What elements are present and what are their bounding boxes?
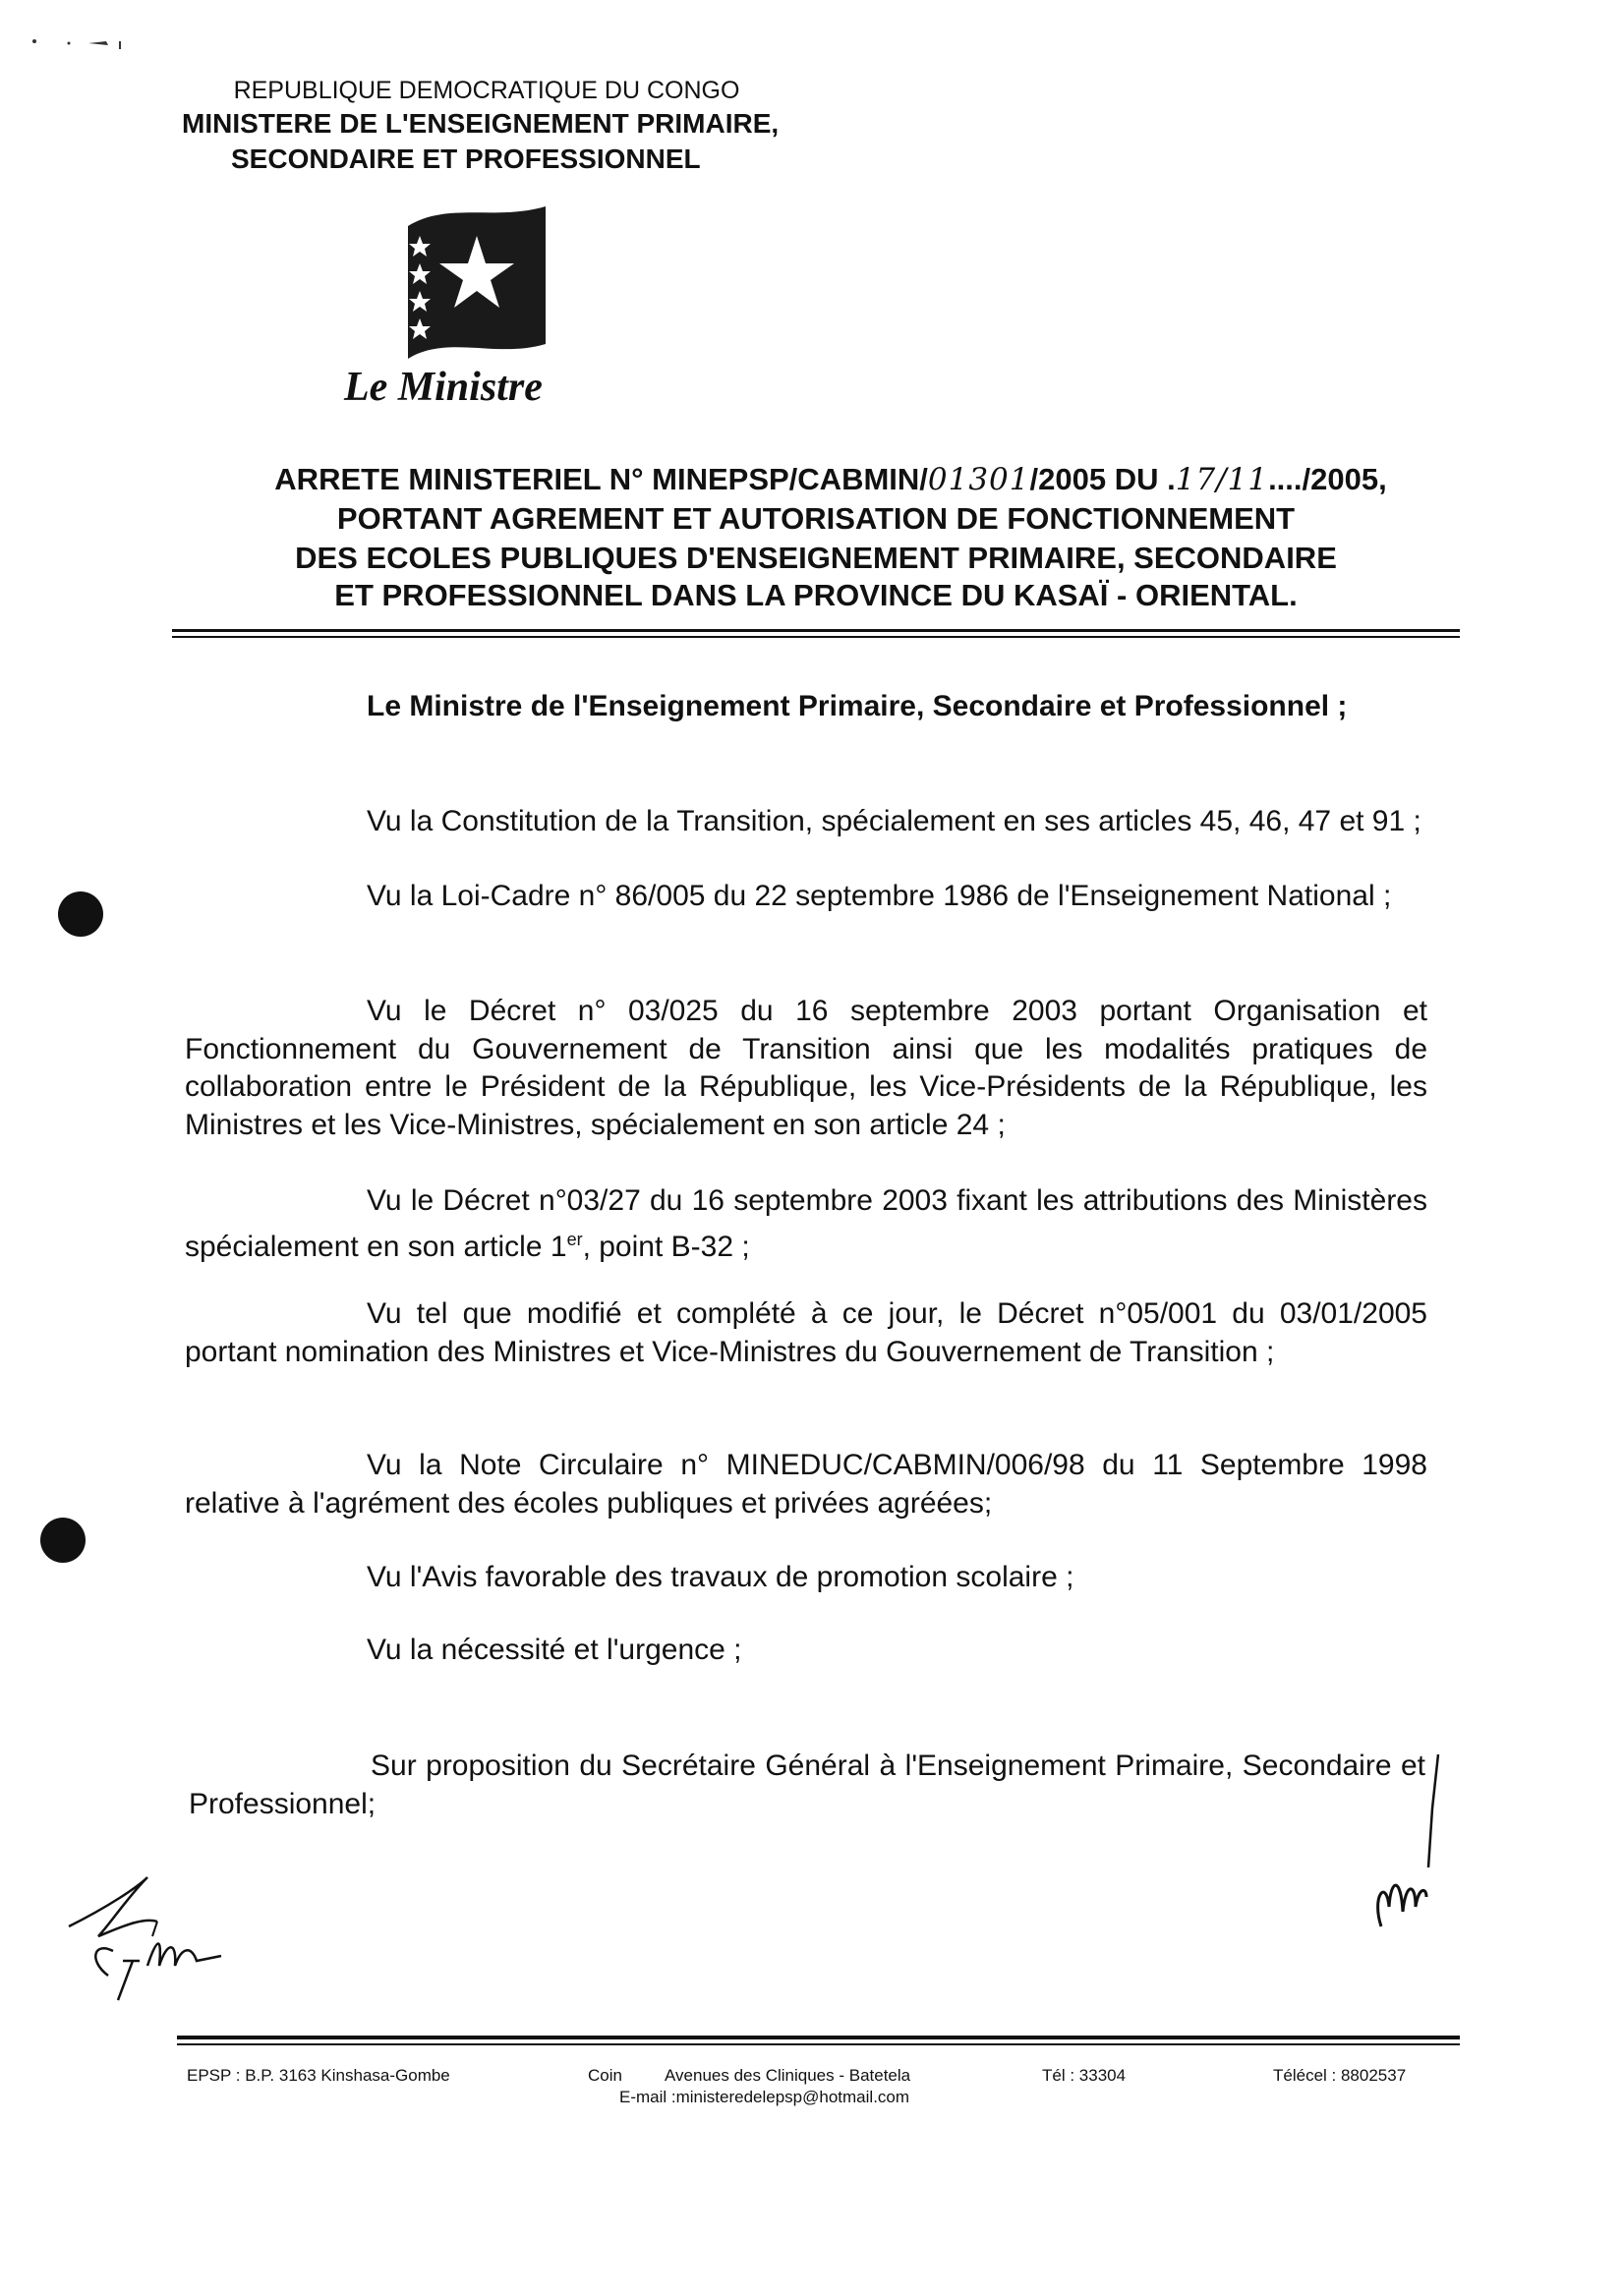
title-divider-thin — [172, 636, 1460, 638]
decree-year-suffix: ..../2005, — [1268, 462, 1387, 496]
footer-address: Avenues des Cliniques - Batetela — [665, 2066, 911, 2085]
footer-telecel: Télécel : 8802537 — [1273, 2066, 1407, 2085]
footer-divider-thin — [177, 2043, 1460, 2045]
punch-hole-icon — [58, 891, 103, 937]
decree-number-prefix: ARRETE MINISTERIEL N° MINEPSP/CABMIN/ — [274, 462, 928, 496]
signatory-title: Le Ministre — [344, 365, 543, 410]
handwritten-decree-date: 17/11 — [1175, 462, 1269, 497]
footer-telephone: Tél : 33304 — [1042, 2066, 1127, 2085]
intro-paragraph: Le Ministre de l'Enseignement Primaire, Secondaire et Professionnel ; — [367, 690, 1348, 722]
vu-decret-027 — [185, 1182, 1427, 1266]
vu-constitution: Vu la Constitution de la Transition, spécialement en ses articles 45, 46, 47 et 91 ; — [367, 805, 1421, 837]
scan-mark-icon — [29, 29, 147, 59]
footer-email: E-mail :ministeredelepsp@hotmail.com — [619, 2088, 910, 2106]
ministry-name-line1: MINISTERE DE L'ENSEIGNEMENT PRIMAIRE, — [182, 108, 780, 139]
vu-decret-027-text: Vu le Décret n°03/27 du 16 septembre 2003 fixant les attributions des Ministères spécialement en son article 1 — [185, 1184, 1427, 1263]
footer-coin: Coin — [588, 2066, 622, 2085]
vu-decret-001: Vu tel que modifié et complété à ce jour, le Décret n°05/001 du 03/01/2005 portant nomination des Ministres et Vice-Ministres du Gouvernement de Transition ; — [185, 1297, 1427, 1368]
vu-necessite: Vu la nécessité et l'urgence ; — [367, 1634, 742, 1666]
sur-proposition: Sur proposition du Secrétaire Général à l'Enseignement Primaire, Secondaire et Professionnel; — [189, 1750, 1425, 1820]
flag-star-icon — [398, 197, 555, 373]
country-name: REPUBLIQUE DEMOCRATIQUE DU CONGO — [233, 77, 740, 104]
decree-title-line2: PORTANT AGREMENT ET AUTORISATION DE FONCTIONNEMENT — [336, 501, 1296, 536]
title-divider — [172, 629, 1460, 632]
ordinal-suffix: er — [566, 1229, 583, 1249]
handwritten-decree-number: 01301 — [927, 462, 1030, 497]
vu-loi-cadre: Vu la Loi-Cadre n° 86/005 du 22 septembre 1986 de l'Enseignement National ; — [367, 880, 1392, 912]
decree-title-line3: DES ECOLES PUBLIQUES D'ENSEIGNEMENT PRIMAIRE, SECONDAIRE — [295, 541, 1337, 575]
vu-note-circulaire: Vu la Note Circulaire n° MINEDUC/CABMIN/006/98 du 11 Septembre 1998 relative à l'agrément des écoles publiques et privées agréées; — [185, 1449, 1427, 1520]
footer-divider — [177, 2036, 1460, 2039]
ministry-name-line2: SECONDAIRE ET PROFESSIONNEL — [231, 144, 701, 174]
decree-title-line4: ET PROFESSIONNEL DANS LA PROVINCE DU KASAÏ - ORIENTAL. — [334, 578, 1298, 612]
vu-decret-027-end: , point B-32 ; — [582, 1230, 750, 1263]
handwritten-signature-icon — [49, 1867, 246, 2005]
decree-date-prefix: /2005 DU . — [1029, 462, 1176, 496]
initials-signature-icon — [1362, 1750, 1450, 1936]
footer-postal-box: EPSP : B.P. 3163 Kinshasa-Gombe — [187, 2066, 450, 2085]
vu-decret-025: Vu le Décret n° 03/025 du 16 septembre 2003 portant Organisation et Fonctionnement du Gouvernement de Transition ainsi que les modalités pratiques de collaboration entre le Président de la République, les Vice-Présidents de la République, les Ministres et les Vice-Ministres, spécialement en son article 24 ; — [185, 995, 1427, 1141]
punch-hole-icon — [40, 1518, 86, 1563]
vu-avis: Vu l'Avis favorable des travaux de promotion scolaire ; — [367, 1561, 1074, 1593]
decree-title-line1 — [197, 462, 1465, 497]
